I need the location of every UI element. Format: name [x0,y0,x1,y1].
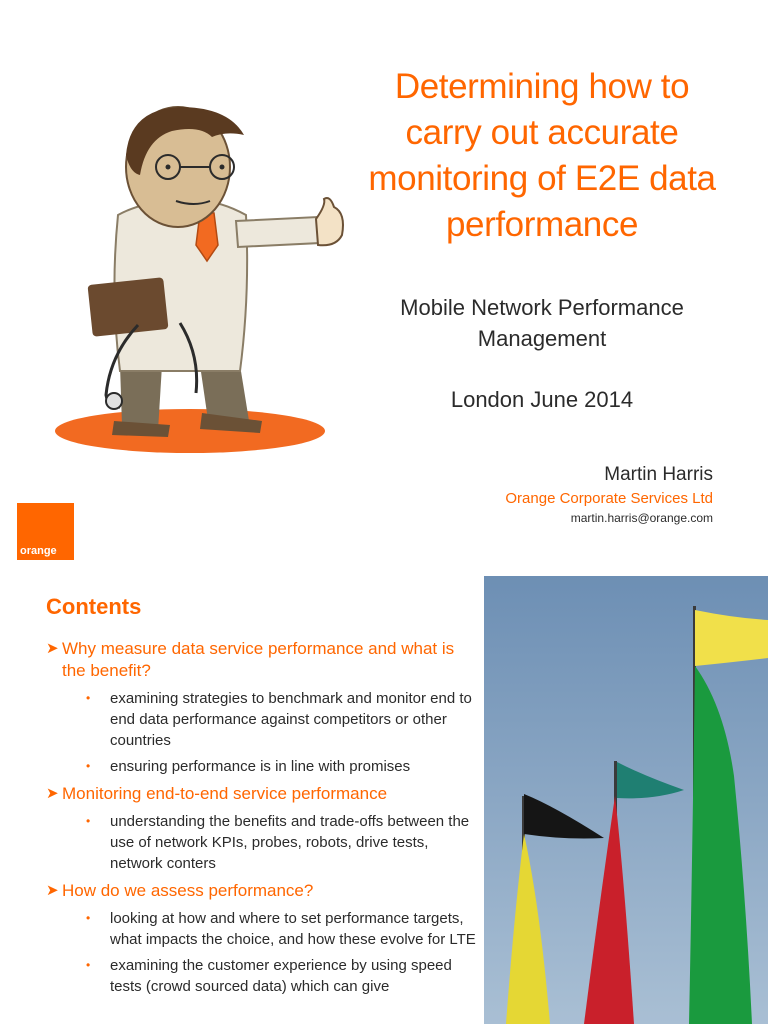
arrow-bullet-icon: ➤ [46,640,59,657]
arrow-bullet-icon: ➤ [46,785,59,802]
orange-logo [17,503,74,560]
bullet-list [46,908,482,997]
bullet-dot-icon: • [86,814,91,828]
bullet-list [46,688,482,777]
author-name: Martin Harris [604,464,713,485]
list-item-text: ensuring performance is in line with promises [110,758,411,775]
contents-list [46,638,482,1003]
bullet-dot-icon: • [86,759,91,773]
bullet-dot-icon: • [86,911,91,925]
section-title [46,783,482,805]
section-title-text: Why measure data service performance and what is the benefit? [62,639,455,680]
author-email: martin.harris@orange.com [570,511,713,525]
orange-logo-text: orange [20,545,57,557]
arrow-bullet-icon: ➤ [46,882,59,899]
section-title [46,638,482,682]
slide-title: Determining how to carry out accurate monitoring of E2E data performance [368,67,716,244]
bullet-list [46,811,482,874]
section-title [46,880,482,902]
list-item-text: understanding the benefits and trade-offs between the use of network KPIs, probes, robots, drive tests, network conters [110,813,470,872]
section-title-text: How do we assess performance? [62,881,314,900]
list-item [86,756,482,777]
list-item [86,811,482,874]
doctor-illustration [50,95,350,465]
list-item-text: examining the customer experience by using speed tests (crowd sourced data) which can give [110,957,452,995]
list-item [86,908,482,950]
author-organization: Orange Corporate Services Ltd [505,490,713,507]
event-date: London June 2014 [450,387,634,412]
list-item [86,955,482,997]
contents-heading: Contents [46,594,142,619]
list-item [86,688,482,751]
section-title-text: Monitoring end-to-end service performance [62,784,388,803]
list-item-text: examining strategies to benchmark and monitor end to end data performance against competitors or other countries [110,690,472,749]
contents-slide [0,576,768,1024]
slide-subtitle: Mobile Network Performance Management [400,295,684,351]
bullet-dot-icon: • [86,691,91,705]
flags-photo [484,576,768,1024]
bullet-dot-icon: • [86,958,91,972]
list-item-text: looking at how and where to set performance targets, what impacts the choice, and how these evolve for LTE [110,910,476,948]
